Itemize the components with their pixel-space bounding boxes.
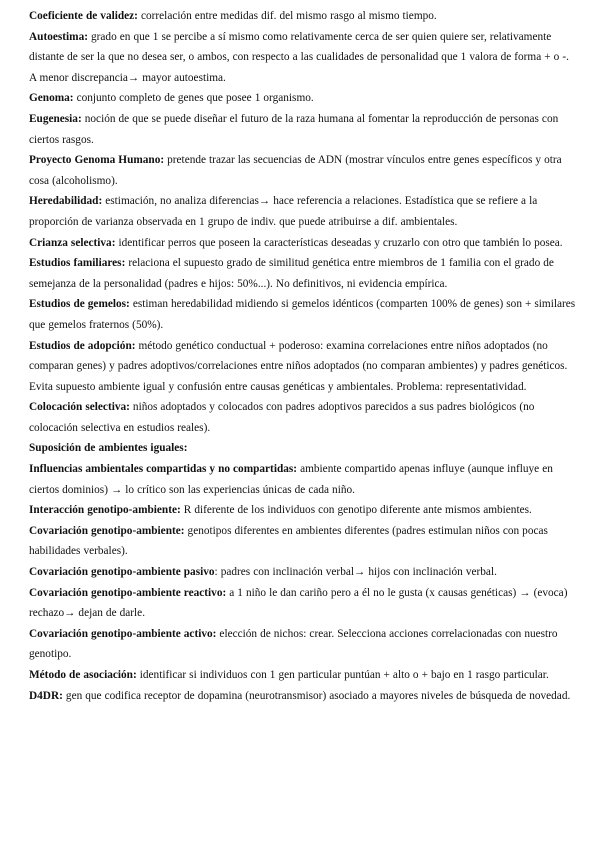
- entry-term: Covariación genotipo-ambiente pasivo: [29, 566, 215, 579]
- glossary-entry-estudios-adopcion: [29, 336, 578, 398]
- glossary-entry-eugenesia: [29, 109, 578, 150]
- entry-definition: noción de que se puede diseñar el futuro de la raza humana al fomentar la reproducción de personas con ciertos rasgos.: [29, 112, 559, 146]
- entry-term: Covariación genotipo-ambiente activo:: [29, 627, 217, 640]
- entry-definition: genotipos diferentes en ambientes diferentes (padres estimulan niños con pocas habilidades verbales).: [29, 524, 548, 558]
- entry-term: Eugenesia:: [29, 112, 82, 125]
- glossary-entry-genoma: [29, 88, 578, 109]
- entry-definition: identificar perros que poseen la características deseadas y cruzarlo con otro que también lo posea.: [115, 236, 563, 249]
- glossary-entry-coeficiente-validez: [29, 6, 578, 27]
- entry-term: Proyecto Genoma Humano:: [29, 154, 165, 167]
- glossary-entry-interaccion-genotipo-ambiente: [29, 500, 578, 521]
- entry-definition: pretende trazar las secuencias de ADN (mostrar vínculos entre genes específicos y otra cosa (alcoholismo).: [29, 154, 562, 187]
- entry-term: Colocación selectiva:: [29, 401, 130, 414]
- glossary-entry-crianza-selectiva: [29, 233, 578, 254]
- glossary-entry-heredabilidad: [29, 191, 578, 232]
- entry-definition: grado en que 1 se percibe a sí mismo como relativamente cerca de ser quien quiere ser, relativamente distante de ser la que no desea ser, o ambos, con respecto a las cualidades de personalidad que 1 valora de forma + o -. A menor discrepancia→ mayor autoestima.: [29, 30, 569, 84]
- entry-definition: conjunto completo de genes que posee 1 organismo.: [73, 92, 314, 105]
- entry-term: Estudios de adopción:: [29, 339, 136, 352]
- entry-definition: correlación entre medidas dif. del mismo rasgo al mismo tiempo.: [137, 10, 437, 22]
- glossary-entry-metodo-asociacion: [29, 665, 578, 686]
- entry-definition: método genético conductual + poderoso: examina correlaciones entre niños adoptados (no comparan genes) y padres adoptivos/correlaciones entre niños adoptados (no comparan ambientes) y padres genéticos. Evita supuesto ambiente igual y confusión entre causas genéticas y ambientales. Problema: representatividad.: [29, 339, 568, 393]
- entry-definition: a 1 niño le dan cariño pero a él no le gusta (x causas genéticas) → (evoca) rechazo→ dejan de darle.: [29, 586, 568, 620]
- glossary-entry-estudios-gemelos: [29, 294, 578, 335]
- entry-term: Interacción genotipo-ambiente:: [29, 504, 181, 517]
- glossary-entry-proyecto-genoma: [29, 150, 578, 191]
- entry-definition: relaciona el supuesto grado de similitud genética entre miembros de 1 familia con el grado de semejanza de la personalidad (padres e hijos: 50%...). No definitivos, ni evidencia empírica.: [29, 257, 554, 290]
- glossary-entry-colocacion-selectiva: [29, 397, 578, 438]
- entry-term: Covariación genotipo-ambiente:: [29, 524, 185, 537]
- entry-definition: ambiente compartido apenas influye (aunque influye en ciertos dominios) → lo crítico son las experiencias únicas de cada niño.: [29, 463, 553, 496]
- glossary-entry-covariacion-reactivo: [29, 583, 578, 624]
- entry-definition: identificar si individuos con 1 gen particular puntúan + alto o + bajo en 1 rasgo particular.: [136, 669, 549, 681]
- entry-term: Influencias ambientales compartidas y no compartidas:: [29, 463, 298, 476]
- glossary-entry-autoestima: [29, 27, 578, 89]
- entry-term: Autoestima:: [29, 30, 88, 43]
- section-heading-ambientes-iguales: [29, 438, 578, 459]
- entry-definition: estimación, no analiza diferencias→ hace referencia a relaciones. Estadística que se refiere a la proporción de varianza observada en 1 grupo de indiv. que puede atribuirse a dif. ambientales.: [29, 195, 538, 228]
- entry-term: Estudios de gemelos:: [29, 298, 130, 311]
- entry-definition: niños adoptados y colocados con padres adoptivos parecidos a sus padres biológicos (no colocación selectiva en estudios reales).: [29, 401, 535, 434]
- glossary-entry-covariacion-activo: [29, 624, 578, 665]
- entry-term: D4DR:: [29, 689, 63, 702]
- entry-term: Coeficiente de validez:: [29, 10, 138, 22]
- entry-term: Crianza selectiva:: [29, 236, 116, 249]
- glossary-entry-d4dr: [29, 686, 578, 707]
- entry-term: Suposición de ambientes iguales:: [29, 442, 188, 455]
- entry-definition: R diferente de los individuos con genotipo diferente ante mismos ambientes.: [180, 504, 532, 517]
- entry-term: Estudios familiares:: [29, 257, 126, 270]
- glossary-entry-influencias-ambientales: [29, 459, 578, 500]
- entry-definition: gen que codifica receptor de dopamina (neurotransmisor) asociado a mayores niveles de búsqueda de novedad.: [62, 689, 571, 702]
- glossary-entry-estudios-familiares: [29, 253, 578, 294]
- entry-definition: elección de nichos: crear. Selecciona acciones correlacionadas con nuestro genotipo.: [29, 627, 558, 661]
- entry-term: Método de asociación:: [29, 669, 137, 681]
- entry-term: Genoma:: [29, 92, 74, 105]
- glossary-entry-covariacion: [29, 521, 578, 562]
- entry-term: Heredabilidad:: [29, 195, 103, 208]
- entry-term: Covariación genotipo-ambiente reactivo:: [29, 586, 227, 599]
- entry-definition: estiman heredabilidad midiendo si gemelos idénticos (comparten 100% de genes) son + similares que gemelos fraternos (50%).: [29, 298, 576, 331]
- glossary-entry-covariacion-pasivo: [29, 562, 578, 583]
- entry-definition: : padres con inclinación verbal→ hijos con inclinación verbal.: [214, 566, 497, 579]
